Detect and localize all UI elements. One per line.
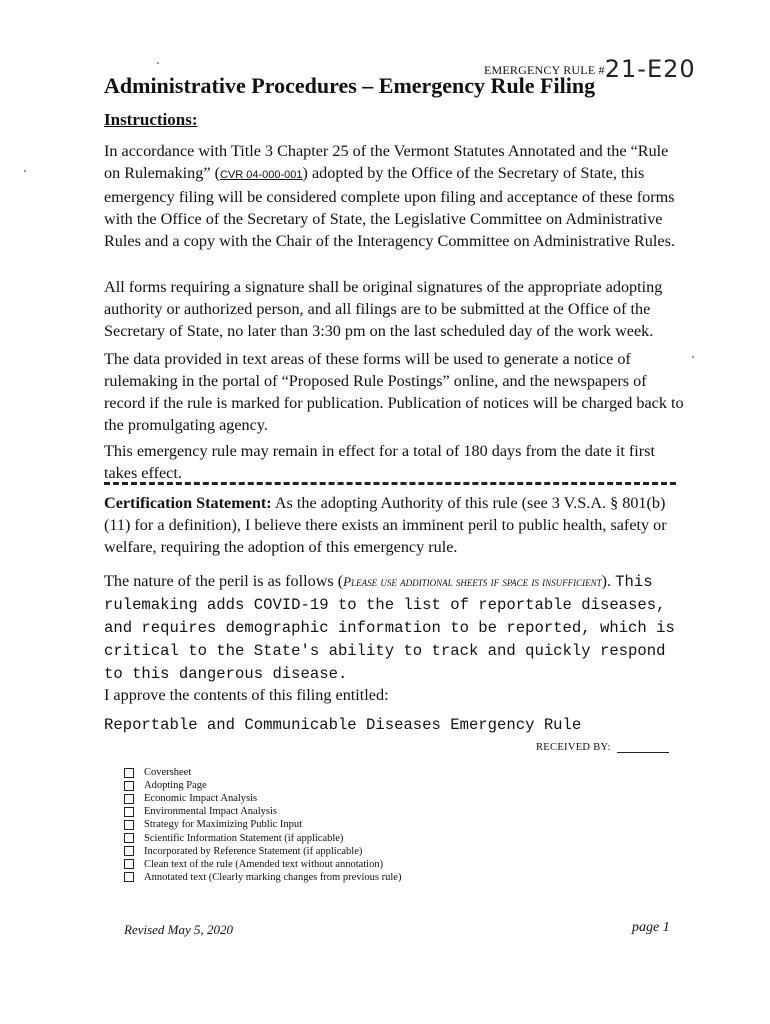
approval-label: I approve the contents of this filing entitled:	[104, 686, 389, 704]
checklist-label: Coversheet	[144, 767, 192, 779]
checklist-item	[124, 858, 401, 871]
checkbox[interactable]	[124, 807, 134, 817]
certification-text: As the adopting Authority of this rule (see 3 V.S.A. § 801(b)(11) for a definition), I believe there exists an imminent peril to public health, safety or welfare, requiring the adoption of this emergency rule.	[104, 494, 667, 556]
checklist-label: Incorporated by Reference Statement (if applicable)	[144, 845, 363, 857]
checklist-item	[124, 805, 401, 818]
checklist-item	[124, 779, 401, 792]
instructions-heading: Instructions:	[104, 110, 198, 129]
scan-speck	[157, 62, 159, 64]
checklist-label: Scientific Information Statement (if applicable)	[144, 832, 344, 844]
checkbox[interactable]	[124, 833, 134, 843]
peril-statement	[104, 570, 686, 685]
instructions-paragraph-2: All forms requiring a signature shall be original signatures of the appropriate adopting authority or authorized person, and all filings are to be submitted at the Office of the Secretary of State, no later than 3:30 pm on the last scheduled day of the work week.	[104, 278, 663, 340]
checklist-item	[124, 818, 401, 831]
section-divider	[104, 482, 676, 485]
checklist-label: Environmental Impact Analysis	[144, 806, 277, 818]
received-by-blank	[617, 742, 669, 753]
checkbox[interactable]	[124, 768, 134, 778]
checklist-label: Economic Impact Analysis	[144, 793, 258, 805]
checkbox[interactable]	[124, 820, 134, 830]
certification-statement	[104, 492, 686, 558]
checklist-item	[124, 871, 401, 884]
peril-close: ).	[601, 572, 612, 590]
certification-label: Certification Statement:	[104, 494, 272, 512]
checkbox[interactable]	[124, 781, 134, 791]
checklist-item	[124, 845, 401, 858]
instructions-paragraph-4: This emergency rule may remain in effect for a total of 180 days from the date it first takes effect.	[104, 442, 655, 482]
page-number: page 1	[632, 920, 670, 935]
checklist-item	[124, 792, 401, 805]
received-by	[536, 742, 669, 753]
checklist-item	[124, 766, 401, 779]
rule-title-field: Reportable and Communicable Diseases Emergency Rule	[104, 716, 582, 734]
checkbox[interactable]	[124, 846, 134, 856]
checklist-label: Clean text of the rule (Amended text without annotation)	[144, 858, 384, 870]
instructions-paragraph-1	[104, 140, 686, 252]
revised-date: Revised May 5, 2020	[124, 922, 234, 937]
peril-note: Please use additional sheets if space is insufficient	[343, 574, 602, 589]
paragraph-1-text-b: ) adopted by the Office of the Secretary of State, this emergency filing will be considered complete upon filing and acceptance of these forms with the Office of the Secretary of State, the Legislative Committee on Administrative Rules and a copy with the Chair of the Interagency Committee on Administrative Rules.	[104, 164, 675, 250]
checklist-label: Adopting Page	[144, 780, 207, 792]
page-title: Administrative Procedures – Emergency Rule Filing	[104, 73, 596, 98]
handwritten-rule-number: 21-E20	[604, 55, 696, 83]
checkbox[interactable]	[124, 794, 134, 804]
checklist-label: Annotated text (Clearly marking changes from previous rule)	[144, 871, 402, 883]
checklist-item	[124, 831, 401, 844]
paragraph-1-text-a: In accordance with Title 3 Chapter 25 of the Vermont Statutes Annotated and the “Rule on Rulemaking” (	[104, 142, 669, 182]
scan-speck	[692, 356, 694, 358]
instructions-paragraph-3: The data provided in text areas of these forms will be used to generate a notice of rulemaking in the portal of “Proposed Rule Postings” online, and the newspapers of record if the rule is marked for publication. Publication of notices will be charged back to the promulgating agency.	[104, 350, 684, 434]
rule-label: EMERGENCY RULE #	[484, 63, 605, 77]
attachments-checklist	[124, 766, 401, 884]
checkbox[interactable]	[124, 859, 134, 869]
cvr-code-link[interactable]: CVR 04-000-001	[219, 169, 303, 181]
peril-description: This rulemaking adds COVID-19 to the list of reportable diseases, and requires demographic information to be reported, which is critical to the State's ability to track and quickly respond to this dangerous disease.	[104, 573, 675, 683]
received-by-label: RECEIVED BY:	[536, 742, 611, 753]
peril-lead: The nature of the peril is as follows (	[104, 572, 344, 590]
scan-speck	[24, 170, 26, 172]
checklist-label: Strategy for Maximizing Public Input	[144, 819, 303, 831]
checkbox[interactable]	[124, 872, 134, 882]
